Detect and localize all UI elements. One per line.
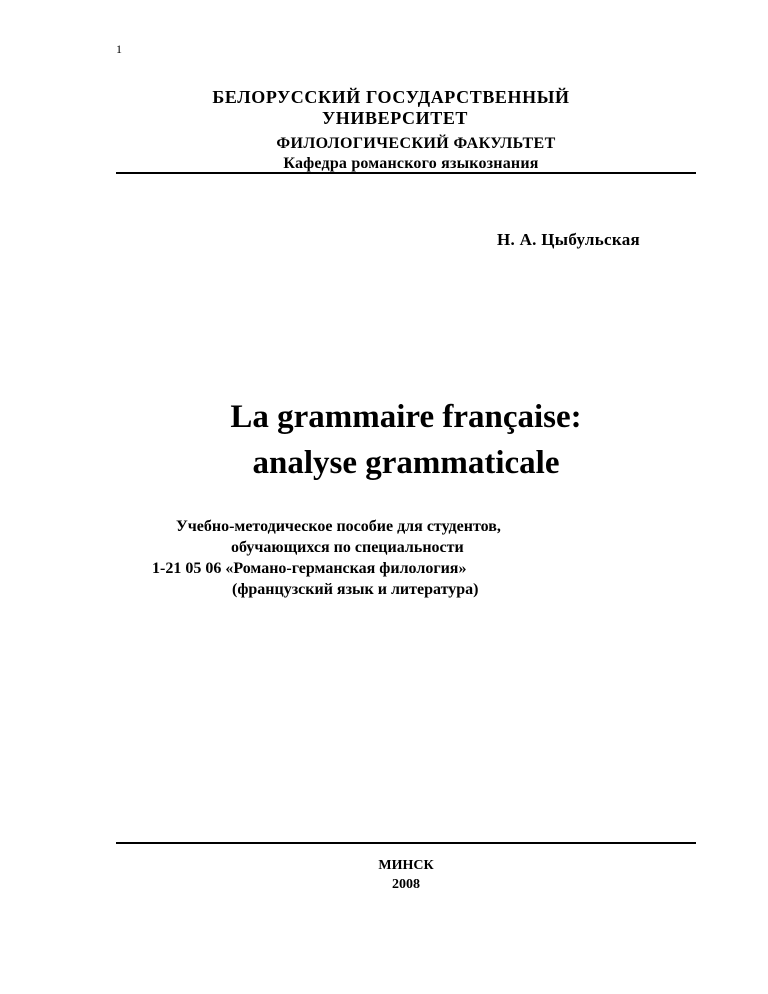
university-name-line1: БЕЛОРУССКИЙ ГОСУДАРСТВЕННЫЙ xyxy=(212,87,570,107)
publication-year: 2008 xyxy=(392,877,420,892)
book-title xyxy=(116,394,696,486)
author-name: Н. А. Цыбульская xyxy=(496,230,640,249)
description-line4: (французский язык и литература) xyxy=(232,581,479,598)
description-line3: 1-21 05 06 «Романо-германская филология» xyxy=(152,560,467,577)
description-line1: Учебно-методическое пособие для студентов, xyxy=(176,518,501,535)
publication-city: МИНСК xyxy=(378,858,434,873)
description-line2: обучающихся по специальности xyxy=(231,539,464,556)
header-divider xyxy=(116,172,696,174)
publication-info xyxy=(116,856,696,894)
department-name: Кафедра романского языкознания xyxy=(283,155,539,172)
book-title-line1: La grammaire française: xyxy=(230,399,582,435)
book-title-line2: analyse grammaticale xyxy=(252,445,560,481)
footer-divider xyxy=(116,842,696,844)
university-name-line2: УНИВЕРСИТЕТ xyxy=(321,108,469,128)
title-page-header xyxy=(116,86,696,174)
page-number: 1 xyxy=(116,42,122,56)
faculty-name: ФИЛОЛОГИЧЕСКИЙ ФАКУЛЬТЕТ xyxy=(276,135,556,152)
